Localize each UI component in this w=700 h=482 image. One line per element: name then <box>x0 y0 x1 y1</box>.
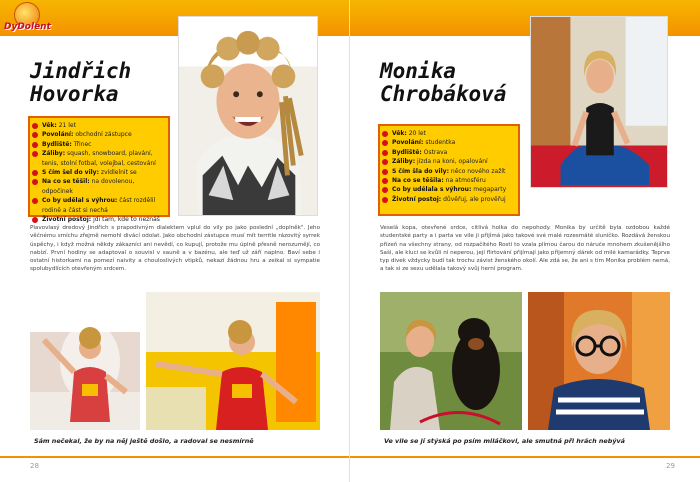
bullet-icon <box>32 170 38 176</box>
info-label: Bydliště: <box>42 140 72 148</box>
info-value: Ostrava <box>423 148 448 156</box>
page-number: 28 <box>30 462 39 470</box>
info-label: Bydliště: <box>392 148 422 156</box>
info-row <box>36 196 164 215</box>
bullet-icon <box>382 187 388 193</box>
info-value: jdi tam, kde to neznáš <box>93 216 160 224</box>
article-body: Plavovlasý dredový Jindřich s prapodivným dialektem vplul do vily po jako poslední „doplněk". Jeho věčnému smíchu zřejmě nemohl divácí odolat. Jako obchodní zástupce musí mít territle rázovitý syrrek úspěchy, i když možná někdy zákazníci ani nevědí, co kupují, protože mu úplně přesně nerozumějí, co nabízí. První hodiny se adaptoval o souvisl v sauně a v bazénu, ale teď už září naplno. Baví sebe i ostatní historkami na pomezí naivity a chouloslivých vtipků, nekazí žádnou hru a zeikal si sympatie spolubydlících otevřeným srdcem. <box>30 225 320 273</box>
info-label: Životní postoj: <box>42 216 92 224</box>
info-row <box>386 167 514 176</box>
info-row <box>36 140 164 149</box>
first-name: Monika <box>380 59 456 83</box>
info-value: část rozdělil rodině a část si nechá <box>42 197 156 214</box>
info-label: Věk: <box>42 122 57 129</box>
bullet-icon <box>382 178 388 184</box>
info-value: studentka <box>425 139 456 147</box>
bullet-icon <box>382 150 388 156</box>
info-label: Životní postoj: <box>392 195 442 203</box>
glasses-photo <box>528 292 670 430</box>
info-label: S čím šla do vily: <box>392 167 449 175</box>
info-label: Co by udělal s výhrou: <box>42 197 118 205</box>
first-name: Jindřich <box>30 59 132 83</box>
photo-caption: Ve vile se jí stýská po psím miláčkovi, ale smutná při hrách nebývá <box>384 437 625 445</box>
info-label: Záliby: <box>42 150 66 158</box>
info-value: 21 let <box>58 122 76 129</box>
info-row <box>36 130 164 139</box>
info-value: jízda na koni, opalování <box>417 158 488 166</box>
bullet-icon <box>382 197 388 203</box>
info-value: megaparty <box>473 186 507 194</box>
info-row <box>36 121 164 130</box>
contestant-name <box>380 60 506 106</box>
bullet-icon <box>32 179 38 185</box>
info-value: něco nového zažít <box>450 167 506 175</box>
bullet-icon <box>32 123 38 129</box>
info-label: S čím šel do vily: <box>42 169 99 177</box>
info-value: na atmosféru <box>445 177 486 185</box>
profile-info-box <box>28 116 170 224</box>
logo-text: DyDolent <box>4 22 51 32</box>
info-value: Třinec <box>73 140 92 148</box>
portrait-photo <box>530 16 668 188</box>
dog-photo <box>380 292 522 430</box>
bullet-icon <box>32 198 38 204</box>
action-photo-2 <box>146 292 320 430</box>
info-label: Povolání: <box>392 139 424 147</box>
profile-info-box <box>378 124 520 216</box>
bullet-icon <box>32 142 38 148</box>
last-name: Hovorka <box>30 82 119 106</box>
contestant-name <box>30 60 131 106</box>
bullet-icon <box>32 217 38 223</box>
info-value: squash, snowboard, plavání, tenis, stolní fotbal, volejbal, cestování <box>42 150 156 167</box>
action-photo-1 <box>30 292 140 430</box>
footer-line <box>0 456 350 458</box>
bullet-icon <box>382 159 388 165</box>
info-value: 20 let <box>408 130 426 137</box>
photo-caption: Sám nečekal, že by na něj ještě došlo, a radoval se nesmírně <box>34 437 254 445</box>
bullet-icon <box>32 132 38 138</box>
right-page <box>350 0 700 482</box>
info-value: na dovolenou, odpočinek <box>42 178 135 195</box>
info-value: zvídlelnit se <box>100 169 137 177</box>
info-row <box>386 176 514 185</box>
show-logo <box>4 2 50 36</box>
info-label: Na co se těšila: <box>392 177 444 185</box>
info-row <box>386 148 514 157</box>
page-number: 29 <box>666 462 675 470</box>
info-row <box>36 149 164 168</box>
info-row <box>36 168 164 177</box>
article-body: Veselá kopa, otevřené srdce, citlivá holka do nepohody. Monika by určitě byla ozdobou každé studentské party a i parta ve vile ji přijímá jako takové své malé rozesmáté sluníčko. Rozdává ženskou přízeň na všechny strany, od rozpačitého Rosti to vzala plímou čarou do náruče mnohem zkušenějšího Saši, ale kluci se kvůli ní neperou, její flirtování přijímají jako příjemný dárek od milé kamarádky. Teprve typ divek vždycky budí tak trochu závist ženského okolí. Ale zdá se, že ani s tím Monika problém nemá, a tak si ze sexu udělala takový svůj herní program. <box>380 225 670 273</box>
bullet-icon <box>382 140 388 146</box>
info-label: Povolání: <box>42 131 74 139</box>
last-name: Chrobáková <box>380 82 507 106</box>
info-row <box>386 195 514 204</box>
info-row <box>386 185 514 194</box>
info-row <box>36 177 164 196</box>
info-row <box>386 129 514 138</box>
info-list <box>386 129 514 204</box>
info-row <box>386 138 514 147</box>
info-label: Co by udělala s výhrou: <box>392 186 472 194</box>
bullet-icon <box>32 151 38 157</box>
info-list <box>36 121 164 224</box>
footer-line <box>350 456 700 458</box>
info-value: důvěřuj, ale prověřuj <box>443 195 506 203</box>
portrait-photo <box>178 16 318 216</box>
info-label: Na co se těšil: <box>42 178 90 186</box>
bullet-icon <box>382 131 388 137</box>
bullet-icon <box>382 169 388 175</box>
info-label: Záliby: <box>392 158 416 166</box>
info-row <box>386 157 514 166</box>
info-value: obchodní zástupce <box>75 131 132 139</box>
info-label: Věk: <box>392 130 407 137</box>
